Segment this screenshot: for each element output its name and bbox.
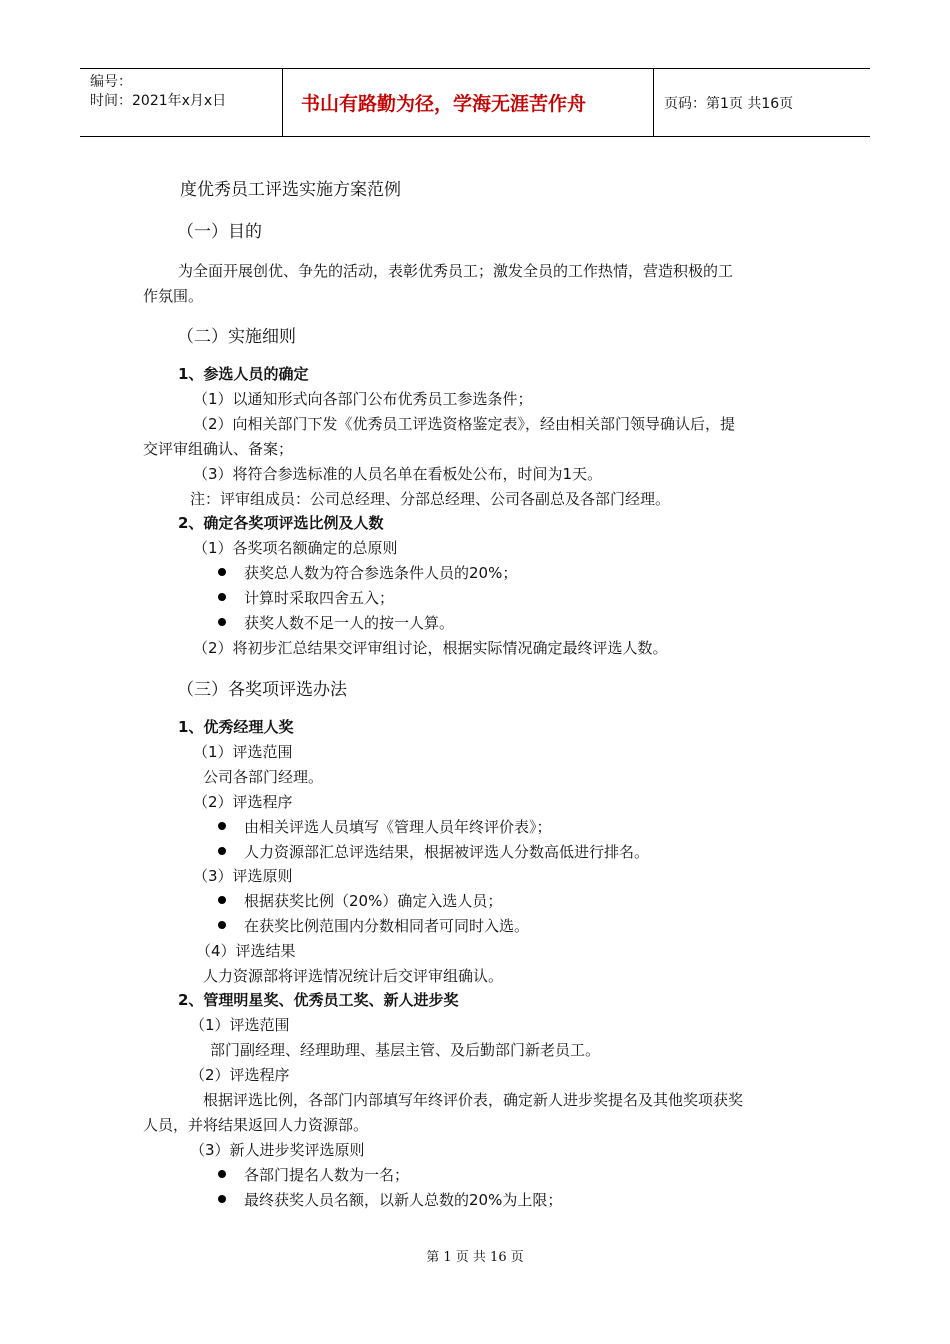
subsection-heading: 1、优秀经理人奖 (178, 718, 294, 736)
section-heading: （三）各奖项评选办法 (177, 680, 347, 700)
bullet-item: 在获奖比例范围内分数相同者可同时入选。 (218, 916, 529, 936)
list-item-continued: 交评审组确认、备案； (143, 440, 294, 458)
bullet-icon (218, 1195, 226, 1203)
page-code: 页码：第1页 共16页 (664, 95, 794, 112)
bullet-icon (218, 568, 226, 576)
bullet-icon (218, 618, 226, 626)
bullet-icon (218, 1170, 226, 1178)
subsection-heading: 2、管理明星奖、优秀员工奖、新人进步奖 (178, 991, 459, 1009)
bullet-item: 获奖总人数为符合参选条件人员的20%； (218, 563, 517, 583)
section-heading: （一）目的 (177, 222, 262, 242)
bullet-item: 最终获奖人员名额，以新人总数的20%为上限； (218, 1190, 562, 1210)
bullet-item: 人力资源部汇总评选结果，根据被评选人分数高低进行排名。 (218, 842, 649, 862)
list-item: （1）各奖项名额确定的总原则 (193, 539, 398, 557)
date-label: 时间：2021年x月x日 (90, 93, 227, 109)
paragraph: 为全面开展创优、争先的活动，表彰优秀员工；激发全员的工作热情，营造积极的工 (178, 262, 734, 280)
list-item: （1）评选范围 (190, 1016, 290, 1034)
list-item: （1）评选范围 (193, 743, 293, 761)
list-item: （1）以通知形式向各部门公布优秀员工参选条件； (193, 390, 533, 408)
list-item: （3）新人进步奖评选原则 (190, 1141, 365, 1159)
paragraph: 作氛围。 (143, 287, 204, 305)
list-item: （3）评选原则 (193, 867, 293, 885)
subsection-heading: 2、确定各奖项评选比例及人数 (178, 514, 384, 532)
number-label: 编号： (90, 74, 132, 90)
bullet-icon (218, 847, 226, 855)
list-item: （2）评选程序 (193, 793, 293, 811)
list-item: （3）将符合参选标准的人员名单在看板处公布，时间为1天。 (193, 465, 603, 483)
bullet-icon (218, 822, 226, 830)
bullet-item: 获奖人数不足一人的按一人算。 (218, 613, 454, 633)
paragraph: 根据评选比例，各部门内部填写年终评价表，确定新人进步奖提名及其他奖项获奖 (203, 1091, 744, 1109)
bullet-icon (218, 921, 226, 929)
list-item: （2）将初步汇总结果交评审组讨论，根据实际情况确定最终评选人数。 (193, 639, 668, 657)
bullet-item: 由相关评选人员填写《管理人员年终评价表》； (218, 817, 552, 837)
list-item: （2）评选程序 (190, 1066, 290, 1084)
subsection-heading: 1、参选人员的确定 (178, 365, 309, 383)
document-header (80, 68, 870, 137)
doc-title: 度优秀员工评选实施方案范例 (180, 180, 401, 200)
paragraph-continued: 人员，并将结果返回人力资源部。 (143, 1116, 369, 1134)
paragraph: 部门副经理、经理助理、基层主管、及后勤部门新老员工。 (210, 1041, 601, 1059)
header-meta (80, 69, 282, 136)
list-item: （2）向相关部门下发《优秀员工评选资格鉴定表》，经由相关部门领导确认后，提 (193, 415, 736, 433)
motto: 书山有路勤为径，学海无涯苦作舟 (282, 69, 654, 136)
note: 注：评审组成员：公司总经理、分部总经理、公司各副总及各部门经理。 (190, 490, 671, 508)
paragraph: 公司各部门经理。 (203, 768, 324, 786)
bullet-icon (218, 593, 226, 601)
bullet-item: 各部门提名人数为一名； (218, 1165, 409, 1185)
bullet-item: 计算时采取四舍五入； (218, 588, 394, 608)
page-footer: 第 1 页 共 16 页 (426, 1250, 524, 1265)
bullet-icon (218, 896, 226, 904)
list-item: （4）评选结果 (196, 942, 296, 960)
paragraph: 人力资源部将评选情况统计后交评审组确认。 (203, 967, 504, 985)
bullet-item: 根据获奖比例（20%）确定入选人员； (218, 891, 502, 911)
section-heading: （二）实施细则 (177, 327, 296, 347)
